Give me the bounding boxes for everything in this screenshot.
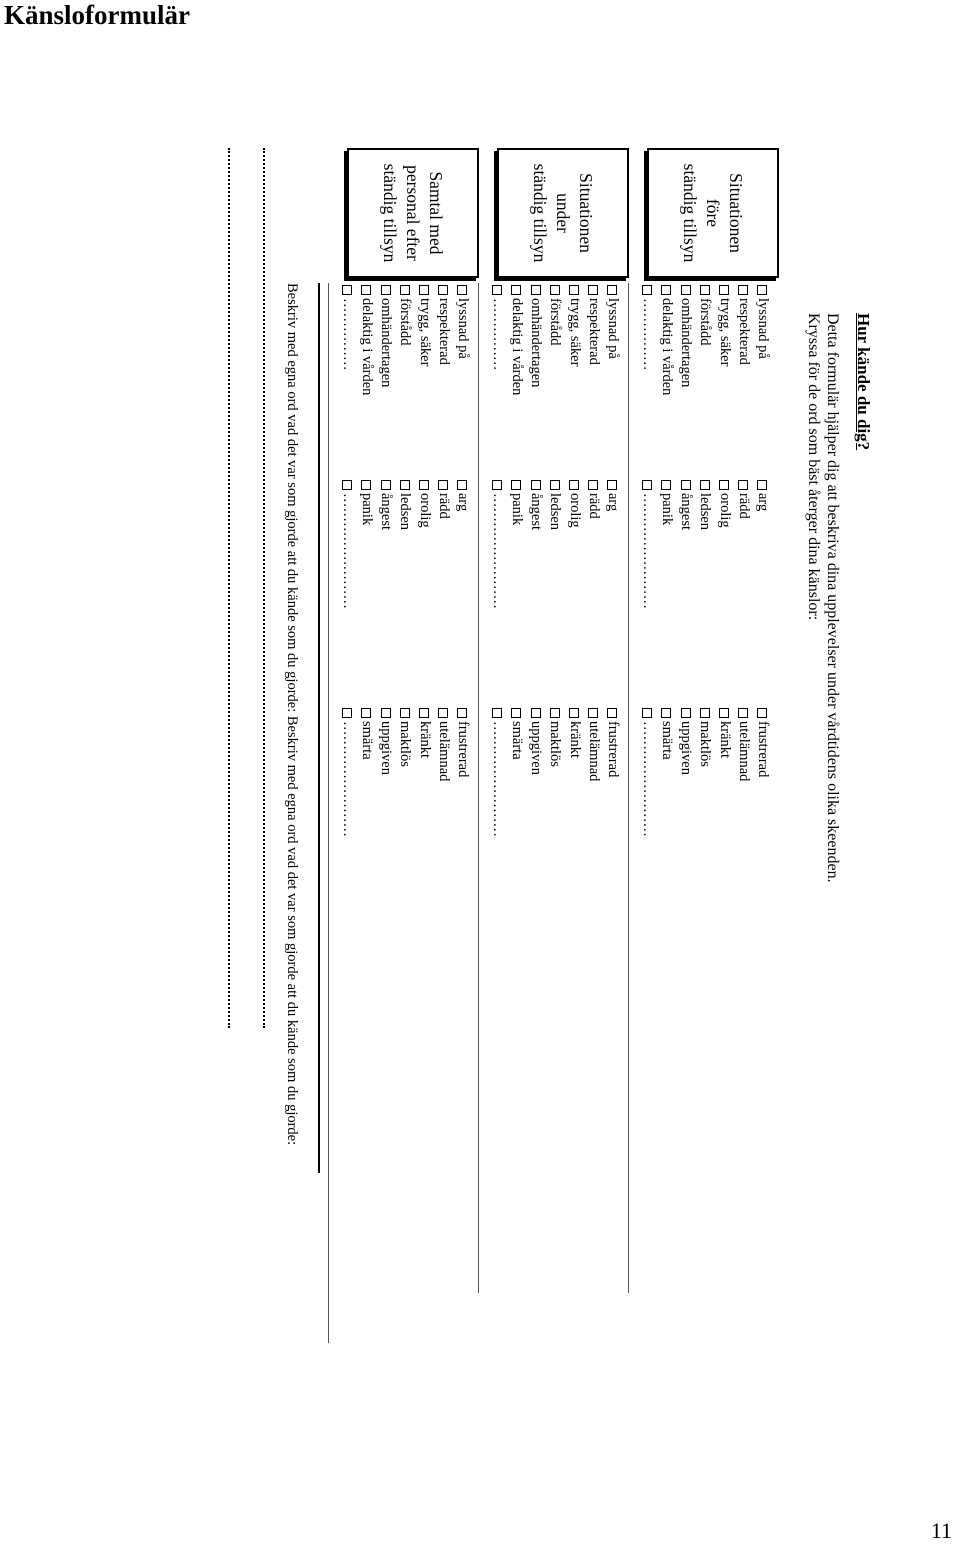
option-label: arg <box>755 493 771 512</box>
option-item[interactable] <box>584 480 603 609</box>
option-column <box>338 480 472 609</box>
checkbox[interactable] <box>419 480 429 490</box>
checkbox[interactable] <box>531 480 541 490</box>
option-item[interactable] <box>714 285 733 395</box>
checkbox[interactable] <box>381 480 391 490</box>
option-item[interactable] <box>603 480 622 609</box>
checkbox[interactable] <box>661 480 671 490</box>
checkbox[interactable] <box>361 708 371 718</box>
checkbox[interactable] <box>400 708 410 718</box>
option-item[interactable] <box>584 708 603 837</box>
option-label: lyssnad på <box>755 298 771 359</box>
checkbox[interactable] <box>419 285 429 295</box>
option-label: rädd <box>435 493 452 519</box>
option-label: panik <box>659 493 676 526</box>
section-label-line: ständig tillsyn <box>380 163 401 263</box>
option-item[interactable] <box>695 285 714 395</box>
option-label: trygg, säker <box>716 298 733 367</box>
option-item[interactable] <box>434 480 453 609</box>
option-item[interactable] <box>526 285 545 395</box>
option-label: smärta <box>659 721 676 760</box>
checkbox[interactable] <box>757 480 767 490</box>
option-item[interactable] <box>526 708 545 837</box>
option-item[interactable] <box>376 480 395 609</box>
option-item[interactable] <box>564 285 583 395</box>
checkbox[interactable] <box>757 285 767 295</box>
option-item[interactable] <box>676 480 695 609</box>
option-item[interactable] <box>734 285 753 395</box>
checkbox[interactable] <box>738 480 748 490</box>
option-label: ledsen <box>397 493 414 531</box>
option-item[interactable] <box>714 708 733 837</box>
option-column <box>638 708 772 837</box>
option-column <box>338 708 472 837</box>
checkbox[interactable] <box>438 285 448 295</box>
describe-prompt: Beskriv med egna ord vad det var som gjorde att du kände som du gjorde: Beskriv med egna ord vad det var som gjorde att du kände som du gjorde: <box>284 283 300 1146</box>
option-label: omhändertagen <box>678 298 695 388</box>
section-label-line: under <box>553 193 574 233</box>
form-heading: Hur kände du dig? <box>854 313 873 451</box>
option-item[interactable] <box>753 285 772 395</box>
option-label: förstådd <box>547 298 564 346</box>
option-label: ångest <box>378 493 395 531</box>
checkbox[interactable] <box>642 708 652 718</box>
checkbox[interactable] <box>342 708 352 718</box>
option-item[interactable] <box>676 285 695 395</box>
option-label: förstådd <box>697 298 714 346</box>
option-item[interactable] <box>753 480 772 609</box>
option-label: omhändertagen <box>378 298 395 388</box>
checkbox[interactable] <box>381 285 391 295</box>
option-label: arg <box>605 493 621 512</box>
checkbox[interactable] <box>642 480 652 490</box>
option-label: utelämnad <box>435 721 452 782</box>
option-column <box>488 285 622 395</box>
option-item[interactable] <box>376 285 395 395</box>
option-label: kränkt <box>416 721 433 759</box>
section-label <box>647 148 779 278</box>
option-item[interactable] <box>357 285 376 395</box>
option-item[interactable] <box>488 285 507 395</box>
checkbox[interactable] <box>550 708 560 718</box>
option-item[interactable] <box>357 708 376 837</box>
option-item[interactable] <box>414 480 433 609</box>
option-item[interactable] <box>545 285 564 395</box>
option-label: …………… <box>489 298 506 371</box>
option-label: maktlös <box>547 721 564 767</box>
section-label <box>497 148 629 278</box>
option-item[interactable] <box>638 480 657 609</box>
option-item[interactable] <box>488 480 507 609</box>
option-label: ångest <box>528 493 545 531</box>
option-label: panik <box>359 493 376 526</box>
checkbox[interactable] <box>661 708 671 718</box>
section-label-line: Situationen <box>726 173 747 253</box>
checkbox[interactable] <box>361 285 371 295</box>
option-item[interactable] <box>695 480 714 609</box>
checkbox[interactable] <box>531 708 541 718</box>
option-label: frustrerad <box>605 721 621 778</box>
option-label: utelämnad <box>585 721 602 782</box>
checkbox[interactable] <box>681 708 691 718</box>
option-label: respekterad <box>585 298 602 365</box>
option-label: frustrerad <box>455 721 471 778</box>
option-label: uppgiven <box>378 721 395 775</box>
option-label: kränkt <box>566 721 583 759</box>
option-item[interactable] <box>453 480 472 609</box>
option-item[interactable] <box>338 285 357 395</box>
option-item[interactable] <box>338 480 357 609</box>
option-label: uppgiven <box>528 721 545 775</box>
checkbox[interactable] <box>511 285 521 295</box>
option-label: trygg, säker <box>566 298 583 367</box>
checkbox[interactable] <box>511 480 521 490</box>
option-item[interactable] <box>395 708 414 837</box>
checkbox[interactable] <box>550 480 560 490</box>
option-label: delaktig i vården <box>359 298 376 396</box>
checkbox[interactable] <box>492 708 502 718</box>
checkbox[interactable] <box>757 708 767 718</box>
checkbox[interactable] <box>438 480 448 490</box>
option-label: orolig <box>716 493 733 528</box>
checkbox[interactable] <box>531 285 541 295</box>
checkbox[interactable] <box>588 708 598 718</box>
section-label-line: före <box>703 198 724 228</box>
answer-line[interactable] <box>263 148 265 1028</box>
checkbox[interactable] <box>400 480 410 490</box>
option-label: …………………… <box>339 721 356 837</box>
checkbox[interactable] <box>681 480 691 490</box>
checkbox[interactable] <box>738 285 748 295</box>
checkbox[interactable] <box>700 708 710 718</box>
option-item[interactable] <box>338 708 357 837</box>
option-label: …………… <box>639 298 656 371</box>
section-label-line: ständig tillsyn <box>680 163 701 263</box>
option-label: frustrerad <box>755 721 771 778</box>
option-item[interactable] <box>753 708 772 837</box>
option-label: panik <box>509 493 526 526</box>
checkbox[interactable] <box>550 285 560 295</box>
option-item[interactable] <box>657 480 676 609</box>
option-label: respekterad <box>435 298 452 365</box>
option-item[interactable] <box>657 285 676 395</box>
option-label: delaktig i vården <box>659 298 676 396</box>
page-title: Känsloformulär <box>4 0 190 30</box>
option-label: kränkt <box>716 721 733 759</box>
option-label: förstådd <box>397 298 414 346</box>
option-label: orolig <box>566 493 583 528</box>
option-item[interactable] <box>695 708 714 837</box>
option-label: orolig <box>416 493 433 528</box>
form-intro-line2: Kryssa för de ord som bäst återger dina känslor: <box>805 313 822 621</box>
checkbox[interactable] <box>342 480 352 490</box>
checkbox[interactable] <box>661 285 671 295</box>
checkbox[interactable] <box>457 480 467 490</box>
option-label: maktlös <box>697 721 714 767</box>
checkbox[interactable] <box>492 480 502 490</box>
option-label: maktlös <box>397 721 414 767</box>
option-item[interactable] <box>453 708 472 837</box>
section-divider <box>328 283 329 1343</box>
form-intro-line1: Detta formulär hjälper dig att beskriva dina upplevelser under vårdtidens olika skeenden. <box>824 313 841 883</box>
section-divider <box>628 283 629 1293</box>
checkbox[interactable] <box>700 285 710 295</box>
checkbox[interactable] <box>588 285 598 295</box>
checkbox[interactable] <box>361 480 371 490</box>
option-label: ångest <box>678 493 695 531</box>
option-item[interactable] <box>357 480 376 609</box>
checkbox[interactable] <box>457 285 467 295</box>
option-label: …………………… <box>339 493 356 609</box>
checkbox[interactable] <box>719 708 729 718</box>
checkbox[interactable] <box>607 708 617 718</box>
option-label: …………………… <box>639 721 656 837</box>
option-label: smärta <box>359 721 376 760</box>
option-item[interactable] <box>434 285 453 395</box>
option-item[interactable] <box>714 480 733 609</box>
option-label: lyssnad på <box>605 298 621 359</box>
option-label: respekterad <box>735 298 752 365</box>
option-item[interactable] <box>657 708 676 837</box>
option-label: …………………… <box>489 721 506 837</box>
option-label: rädd <box>585 493 602 519</box>
checkbox[interactable] <box>381 708 391 718</box>
option-item[interactable] <box>414 708 433 837</box>
option-item[interactable] <box>734 480 753 609</box>
checkbox[interactable] <box>719 480 729 490</box>
checkbox[interactable] <box>642 285 652 295</box>
option-item[interactable] <box>526 480 545 609</box>
section-divider <box>478 283 479 1293</box>
section-label-line: Situationen <box>576 173 597 253</box>
section-label-line: ständig tillsyn <box>530 163 551 263</box>
option-item[interactable] <box>584 285 603 395</box>
checkbox[interactable] <box>607 480 617 490</box>
feelings-form <box>185 148 885 1218</box>
option-column <box>488 480 622 609</box>
option-column <box>488 708 622 837</box>
option-item[interactable] <box>676 708 695 837</box>
checkbox[interactable] <box>511 708 521 718</box>
option-item[interactable] <box>507 480 526 609</box>
option-item[interactable] <box>734 708 753 837</box>
option-column <box>338 285 472 395</box>
answer-line[interactable] <box>228 148 230 1028</box>
option-label: …………………… <box>639 493 656 609</box>
option-item[interactable] <box>564 708 583 837</box>
checkbox[interactable] <box>588 480 598 490</box>
option-label: ledsen <box>697 493 714 531</box>
section-rule <box>318 283 320 1173</box>
option-item[interactable] <box>564 480 583 609</box>
option-label: omhändertagen <box>528 298 545 388</box>
option-item[interactable] <box>638 285 657 395</box>
checkbox[interactable] <box>569 708 579 718</box>
section-label <box>347 148 479 278</box>
checkbox[interactable] <box>492 285 502 295</box>
checkbox[interactable] <box>419 708 429 718</box>
option-item[interactable] <box>453 285 472 395</box>
checkbox[interactable] <box>738 708 748 718</box>
option-item[interactable] <box>545 480 564 609</box>
checkbox[interactable] <box>700 480 710 490</box>
option-label: lyssnad på <box>455 298 471 359</box>
checkbox[interactable] <box>719 285 729 295</box>
checkbox[interactable] <box>681 285 691 295</box>
option-label: delaktig i vården <box>509 298 526 396</box>
option-label: trygg, säker <box>416 298 433 367</box>
checkbox[interactable] <box>400 285 410 295</box>
option-column <box>638 285 772 395</box>
option-label: uppgiven <box>678 721 695 775</box>
section-label-line: Samtal med <box>426 171 447 255</box>
option-label: utelämnad <box>735 721 752 782</box>
option-item[interactable] <box>603 285 622 395</box>
option-label: …………… <box>339 298 356 371</box>
checkbox[interactable] <box>569 480 579 490</box>
option-label: arg <box>455 493 471 512</box>
option-item[interactable] <box>488 708 507 837</box>
option-column <box>638 480 772 609</box>
option-item[interactable] <box>376 708 395 837</box>
checkbox[interactable] <box>342 285 352 295</box>
option-item[interactable] <box>395 285 414 395</box>
option-label: …………………… <box>489 493 506 609</box>
option-item[interactable] <box>638 708 657 837</box>
section-label-line: personal efter <box>403 165 424 261</box>
option-item[interactable] <box>507 708 526 837</box>
option-item[interactable] <box>434 708 453 837</box>
option-item[interactable] <box>414 285 433 395</box>
option-label: rädd <box>735 493 752 519</box>
option-item[interactable] <box>603 708 622 837</box>
option-item[interactable] <box>545 708 564 837</box>
option-item[interactable] <box>395 480 414 609</box>
page-number: 11 <box>930 1518 952 1543</box>
checkbox[interactable] <box>457 708 467 718</box>
checkbox[interactable] <box>607 285 617 295</box>
checkbox[interactable] <box>569 285 579 295</box>
option-label: smärta <box>509 721 526 760</box>
option-label: ledsen <box>547 493 564 531</box>
option-item[interactable] <box>507 285 526 395</box>
checkbox[interactable] <box>438 708 448 718</box>
